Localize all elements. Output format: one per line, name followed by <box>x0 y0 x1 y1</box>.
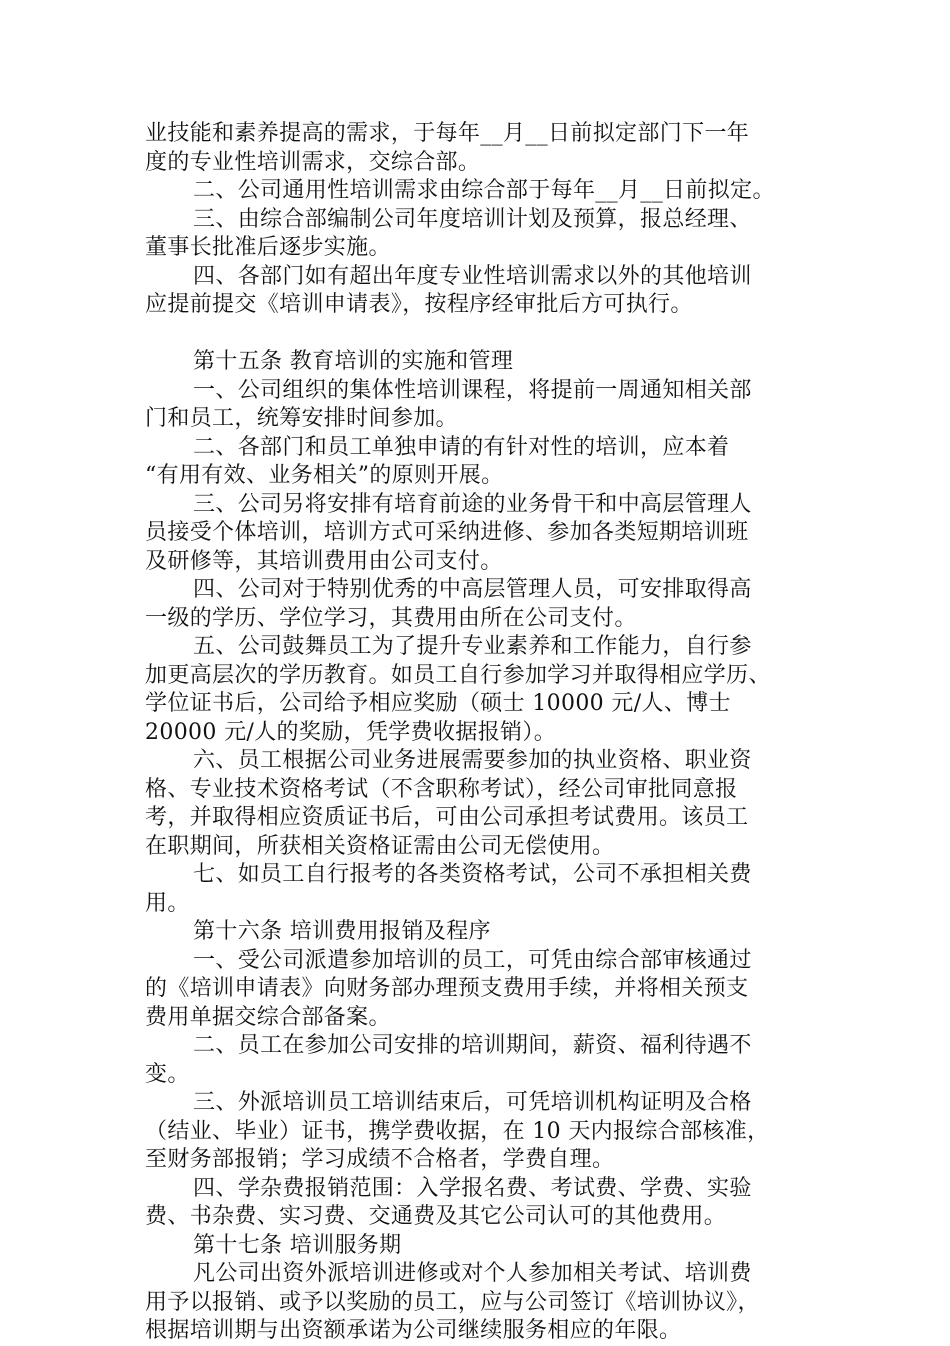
blank-line <box>145 320 817 349</box>
text-line: 七、如员工自行报考的各类资格考试，公司不承担相关费 <box>193 862 752 887</box>
text-line: 20000 元/人的奖励，凭学费收据报销）。 <box>145 719 557 745</box>
document-body <box>145 120 817 1346</box>
text-line: 至财务部报销；学习成绩不合格者，学费自理。 <box>145 1147 615 1172</box>
text-line: 一级的学历、学位学习，其费用由所在公司支付。 <box>145 605 637 631</box>
text-line: 第十七条 培训服务期 <box>193 1232 402 1258</box>
text-line: 在职期间，所获相关资格证需由公司无偿使用。 <box>145 833 615 859</box>
text-line: 度的专业性培训需求，交综合部。 <box>145 149 481 175</box>
text-line: 变。 <box>145 1061 190 1087</box>
text-line: 二、员工在参加公司安排的培训期间，薪资、福利待遇不 <box>193 1033 752 1058</box>
text-line: 二、公司通用性培训需求由综合部于每年__月__日前拟定。 <box>193 178 775 203</box>
text-line: 三、由综合部编制公司年度培训计划及预算，报总经理、 <box>193 206 752 232</box>
text-line: 六、员工根据公司业务进展需要参加的执业资格、职业资 <box>193 748 752 773</box>
text-line: 业技能和素养提高的需求，于每年__月__日前拟定部门下一年 <box>145 121 750 146</box>
text-line: 二、各部门和员工单独申请的有针对性的培训，应本着 <box>193 434 730 460</box>
text-line: 加更高层次的学历教育。如员工自行参加学习并取得相应学历、 <box>145 662 771 688</box>
text-line: 董事长批准后逐步实施。 <box>145 235 391 260</box>
text-line: 费用单据交综合部备案。 <box>145 1004 391 1030</box>
text-line: 三、公司另将安排有培育前途的业务骨干和中高层管理人 <box>193 491 752 517</box>
text-line: 门和员工，统筹安排时间参加。 <box>145 406 458 431</box>
text-line: 第十六条 培训费用报销及程序 <box>193 919 491 944</box>
text-line: 四、各部门如有超出年度专业性培训需求以外的其他培训 <box>193 263 752 289</box>
text-line: 应提前提交《培训申请表》，按程序经审批后方可执行。 <box>145 292 693 317</box>
text-line: 用。 <box>145 890 190 916</box>
text-line: 费、书杂费、实习费、交通费及其它公司认可的其他费用。 <box>145 1204 727 1229</box>
text-line: 员接受个体培训，培训方式可采纳进修、参加各类短期培训班 <box>145 520 749 545</box>
text-line: “有用有效、业务相关”的原则开展。 <box>145 463 504 488</box>
text-line: （结业、毕业）证书，携学费收据，在 10 天内报综合部核准， <box>145 1118 770 1144</box>
text-line: 四、公司对于特别优秀的中高层管理人员，可安排取得高 <box>193 577 752 602</box>
text-line: 第十五条 教育培训的实施和管理 <box>193 349 514 374</box>
text-line: 及研修等，其培训费用由公司支付。 <box>145 548 503 574</box>
text-line: 四、学杂费报销范围：入学报名费、考试费、学费、实验 <box>193 1175 752 1201</box>
text-line: 一、公司组织的集体性培训课程，将提前一周通知相关部 <box>193 377 752 403</box>
text-line: 格、专业技术资格考试（不含职称考试），经公司审批同意报 <box>145 776 738 802</box>
text-line: 凡公司出资外派培训进修或对个人参加相关考试、培训费 <box>193 1261 752 1286</box>
text-line: 学位证书后，公司给予相应奖励（硕士 10000 元/人、博士 <box>145 691 731 716</box>
text-line: 用予以报销、或予以奖励的员工，应与公司签订《培训协议》， <box>145 1289 760 1315</box>
text-line: 一、受公司派遣参加培训的员工，可凭由综合部审核通过 <box>193 947 752 973</box>
text-line: 三、外派培训员工培训结束后，可凭培训机构证明及合格 <box>193 1090 752 1115</box>
text-line: 根据培训期与出资额承诺为公司继续服务相应的年限。 <box>145 1318 682 1343</box>
text-line: 的《培训申请表》向财务部办理预支费用手续，并将相关预支 <box>145 976 749 1001</box>
text-line: 考，并取得相应资质证书后，可由公司承担考试费用。该员工 <box>145 805 749 830</box>
text-line: 五、公司鼓舞员工为了提升专业素养和工作能力，自行参 <box>193 634 752 659</box>
